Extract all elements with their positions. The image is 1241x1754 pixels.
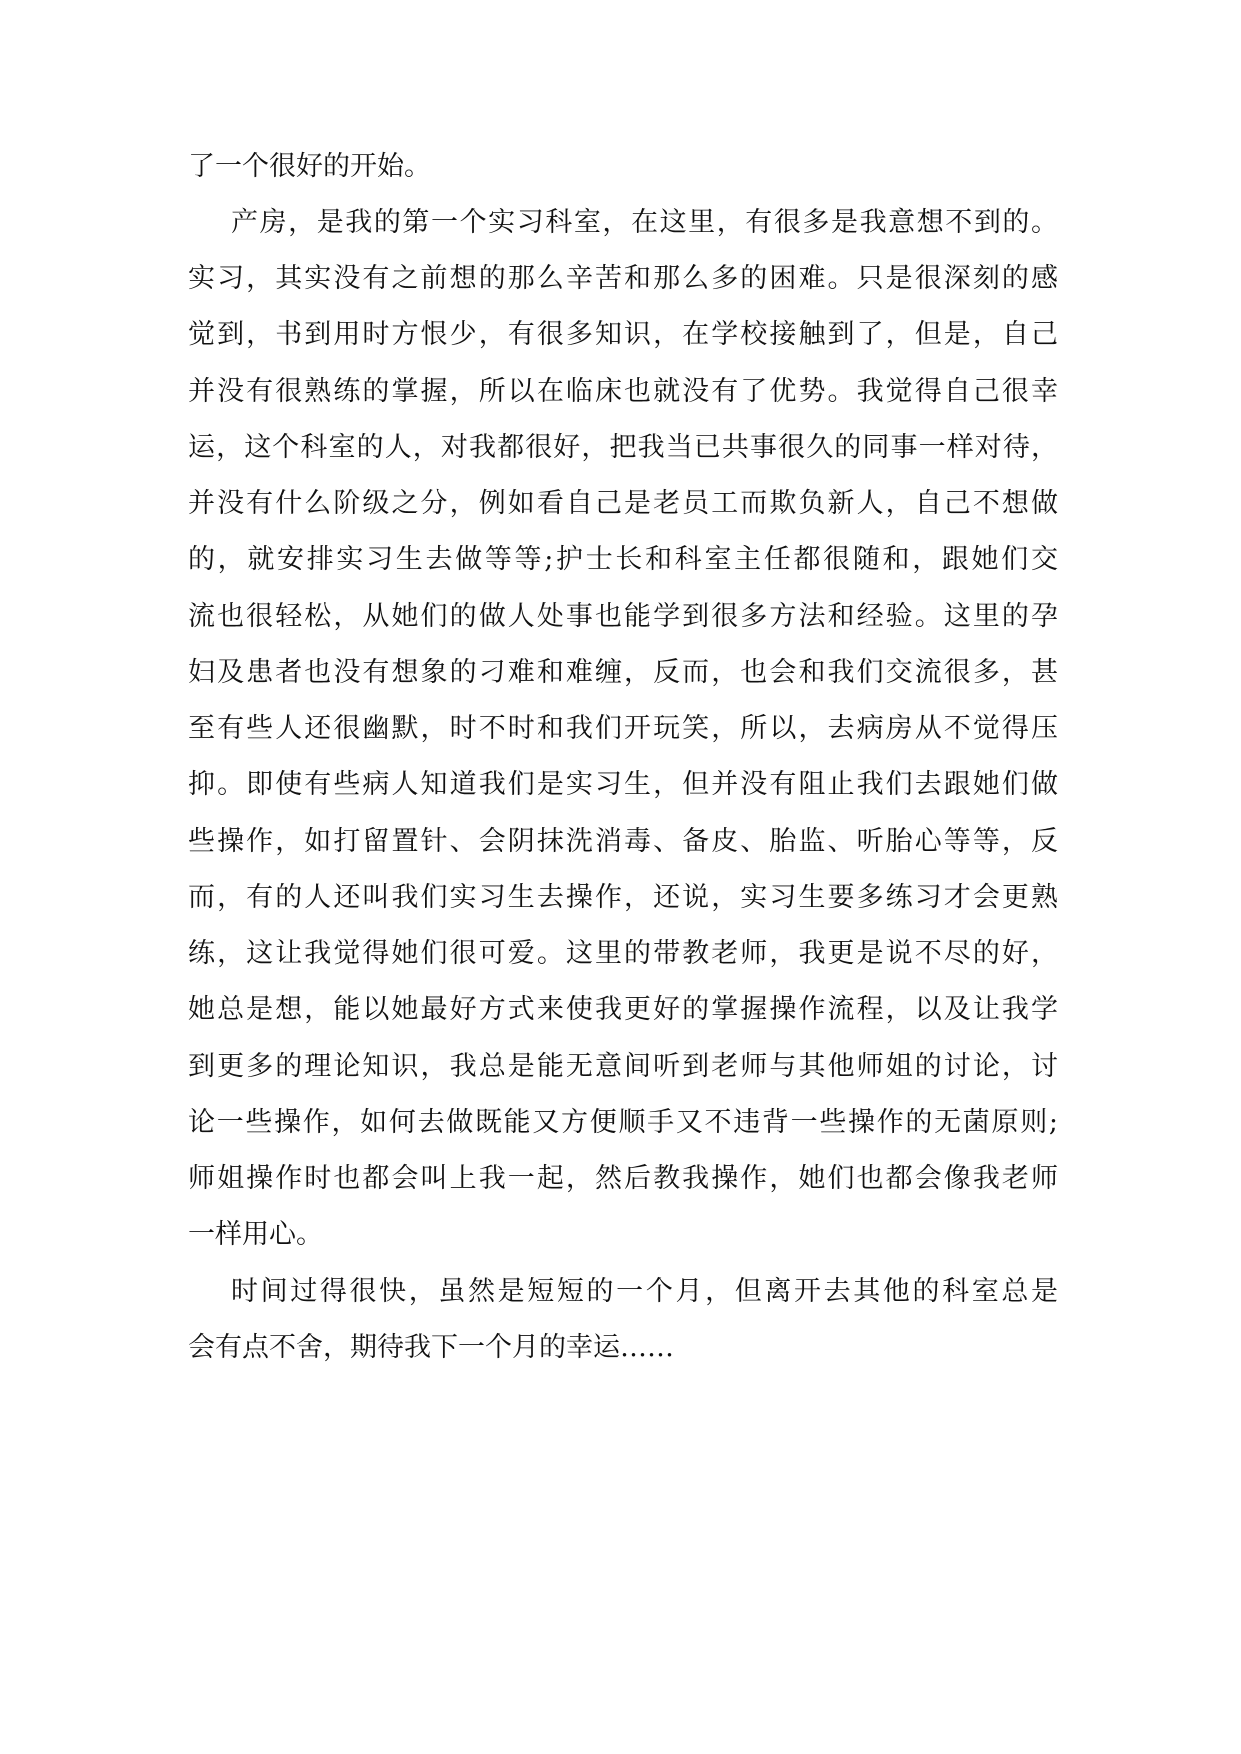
text-line: 她总是想，能以她最好方式来使我更好的掌握操作流程，以及让我学 bbox=[188, 994, 1058, 1025]
text-line: 论一些操作，如何去做既能又方便顺手又不违背一些操作的无菌原则; bbox=[188, 1107, 1058, 1138]
text-line: 会有点不舍，期待我下一个月的幸运…… bbox=[188, 1332, 674, 1363]
text-line: 流也很轻松，从她们的做人处事也能学到很多方法和经验。这里的孕 bbox=[188, 601, 1058, 632]
text-line: 抑。即使有些病人知道我们是实习生，但并没有阻止我们去跟她们做 bbox=[188, 769, 1058, 800]
text-line: 并没有很熟练的掌握，所以在临床也就没有了优势。我觉得自己很幸 bbox=[188, 376, 1058, 407]
text-line: 妇及患者也没有想象的刁难和难缠，反而，也会和我们交流很多，甚 bbox=[188, 657, 1058, 688]
paragraph-start-line: 时间过得很快，虽然是短短的一个月，但离开去其他的科室总是 bbox=[231, 1276, 1058, 1307]
text-line: 一样用心。 bbox=[188, 1219, 323, 1250]
text-line: 觉到，书到用时方恨少，有很多知识，在学校接触到了，但是，自己 bbox=[188, 319, 1058, 350]
text-line: 到更多的理论知识，我总是能无意间听到老师与其他师姐的讨论，讨 bbox=[188, 1051, 1058, 1082]
text-line: 至有些人还很幽默，时不时和我们开玩笑，所以，去病房从不觉得压 bbox=[188, 713, 1058, 744]
text-line: 师姐操作时也都会叫上我一起，然后教我操作，她们也都会像我老师 bbox=[188, 1163, 1058, 1194]
text-line: 实习，其实没有之前想的那么辛苦和那么多的困难。只是很深刻的感 bbox=[188, 263, 1058, 294]
text-line: 的，就安排实习生去做等等;护士长和科室主任都很随和，跟她们交 bbox=[188, 544, 1058, 575]
text-line: 练，这让我觉得她们很可爱。这里的带教老师，我更是说不尽的好， bbox=[188, 938, 1058, 969]
text-line: 运，这个科室的人，对我都很好，把我当已共事很久的同事一样对待， bbox=[188, 432, 1058, 463]
text-line: 些操作，如打留置针、会阴抹洗消毒、备皮、胎监、听胎心等等，反 bbox=[188, 826, 1058, 857]
text-line: 并没有什么阶级之分，例如看自己是老员工而欺负新人，自己不想做 bbox=[188, 488, 1058, 519]
text-line: 了一个很好的开始。 bbox=[188, 151, 431, 182]
text-line: 而，有的人还叫我们实习生去操作，还说，实习生要多练习才会更熟 bbox=[188, 882, 1058, 913]
paragraph-start-line: 产房，是我的第一个实习科室，在这里，有很多是我意想不到的。 bbox=[231, 207, 1058, 238]
